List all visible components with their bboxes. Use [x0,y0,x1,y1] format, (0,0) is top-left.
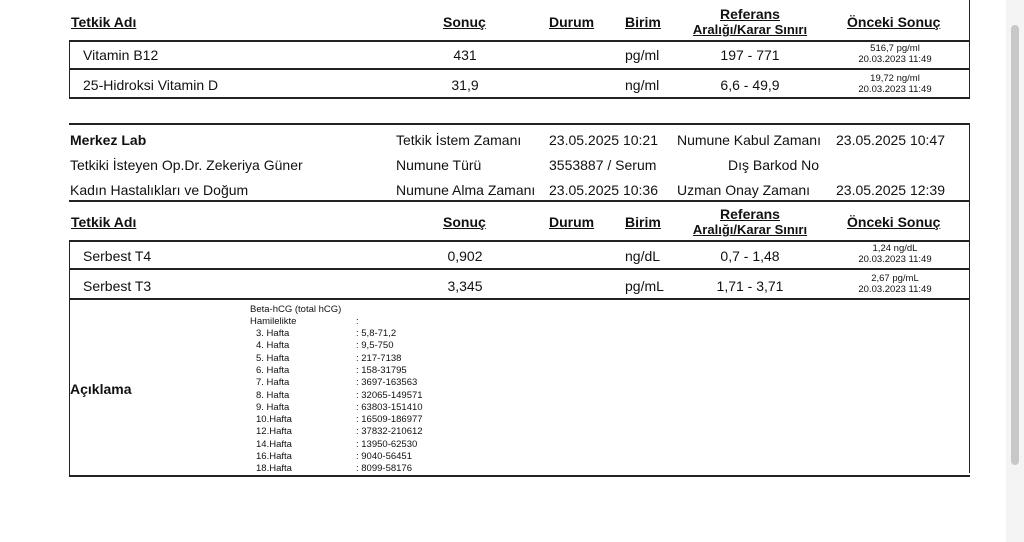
hcg-range: : 9040-56451 [356,451,412,462]
barcode-label: Dış Barkod No [728,157,820,173]
header-status: Durum [549,214,595,230]
hcg-range: : 158-31795 [356,364,407,376]
header-result: Sonuç [443,14,486,30]
hcg-week: 10.Hafta [256,414,292,426]
header-previous: Önceki Sonuç [847,14,941,30]
test-result: 431 [453,47,477,63]
test-name: Serbest T3 [83,278,152,294]
hcg-week: 16.Hafta [256,451,292,462]
previous-value: 2,67 pg/mL [871,273,919,284]
previous-date: 20.03.2023 11:49 [858,54,932,65]
sample-type: 3553887 / Serum [549,157,657,173]
hcg-range: : 37832-210612 [356,426,423,438]
hcg-week: 6. Hafta [256,364,290,376]
scrollbar-thumb[interactable] [1011,25,1019,465]
test-reference: 0,7 - 1,48 [720,248,780,264]
header-reference-line2: Aralığı/Karar Sınırı [692,222,808,237]
header-reference-line2: Aralığı/Karar Sınırı [692,22,808,37]
explanation-subtitle: Hamilelikte [250,316,297,327]
header-test-name: Tetkik Adı [71,214,137,230]
header-reference [680,6,820,37]
test-reference: 1,71 - 3,71 [716,278,784,294]
accept-time-label: Numune Kabul Zamanı [677,132,821,148]
hcg-week: 9. Hafta [256,401,290,413]
explanation-label: Açıklama [70,381,132,397]
header-status: Durum [549,14,595,30]
collection-time: 23.05.2025 10:36 [549,182,658,198]
hcg-week: 7. Hafta [256,377,290,389]
accept-time: 23.05.2025 10:47 [836,132,945,148]
explanation-title: Beta-hCG (total hCG) [250,304,342,315]
hcg-week: 3. Hafta [256,328,290,339]
approval-time: 23.05.2025 12:39 [836,182,945,198]
header-previous: Önceki Sonuç [847,214,941,230]
hcg-week: 18.Hafta [256,463,292,475]
hcg-range: : 8099-58176 [356,463,412,475]
lab-name: Merkez Lab [70,132,147,148]
test-unit: ng/dL [625,248,661,264]
previous-result [835,73,955,95]
sample-type-label: Numune Türü [396,157,482,173]
previous-value: 19,72 ng/ml [870,73,920,84]
test-unit: pg/ml [625,47,660,63]
hcg-range: : 5,8-71,2 [356,328,397,339]
hcg-range: : 13950-62530 [356,438,418,450]
hcg-range: : 32065-149571 [356,389,423,401]
hcg-range: : 3697-163563 [356,377,418,389]
request-time: 23.05.2025 10:21 [549,132,658,148]
test-result: 3,345 [447,278,483,294]
approval-time-label: Uzman Onay Zamanı [677,182,811,198]
header-unit: Birim [625,214,661,230]
test-reference: 197 - 771 [720,47,780,63]
test-result: 31,9 [451,77,479,93]
header-result: Sonuç [443,214,486,230]
hcg-week: 4. Hafta [256,340,290,352]
test-name: Vitamin B12 [83,47,159,63]
test-name: 25-Hidroksi Vitamin D [83,77,219,93]
request-time-label: Tetkik İstem Zamanı [396,132,522,148]
explanation-subtitle-colon: : [356,316,359,327]
test-reference: 6,6 - 49,9 [720,77,780,93]
previous-result [835,243,955,265]
department: Kadın Hastalıkları ve Doğum [70,182,249,198]
hcg-range: : 16509-186977 [356,414,423,426]
test-unit: pg/mL [625,278,664,294]
test-name: Serbest T4 [83,248,152,264]
hcg-week: 8. Hafta [256,389,290,401]
previous-date: 20.03.2023 11:49 [858,254,932,265]
previous-value: 1,24 ng/dL [872,243,918,254]
previous-value: 516,7 pg/ml [870,43,920,54]
requester: Tetkiki İsteyen Op.Dr. Zekeriya Güner [70,157,303,173]
header-reference-line1: Referans [720,206,780,222]
previous-date: 20.03.2023 11:49 [858,284,932,295]
previous-result [835,273,955,295]
hcg-week: 5. Hafta [256,352,290,364]
header-reference-line1: Referans [720,6,780,22]
header-reference [680,206,820,237]
header-test-name: Tetkik Adı [71,14,137,30]
test-result: 0,902 [447,248,483,264]
hcg-range: : 9,5-750 [356,340,394,352]
hcg-range: : 63803-151410 [356,401,423,413]
hcg-week: 12.Hafta [256,426,292,438]
test-unit: ng/ml [625,77,660,93]
header-unit: Birim [625,14,661,30]
collection-time-label: Numune Alma Zamanı [396,182,536,198]
hcg-week: 14.Hafta [256,438,292,450]
hcg-range: : 217-7138 [356,352,402,364]
previous-date: 20.03.2023 11:49 [858,84,932,95]
previous-result [835,43,955,65]
